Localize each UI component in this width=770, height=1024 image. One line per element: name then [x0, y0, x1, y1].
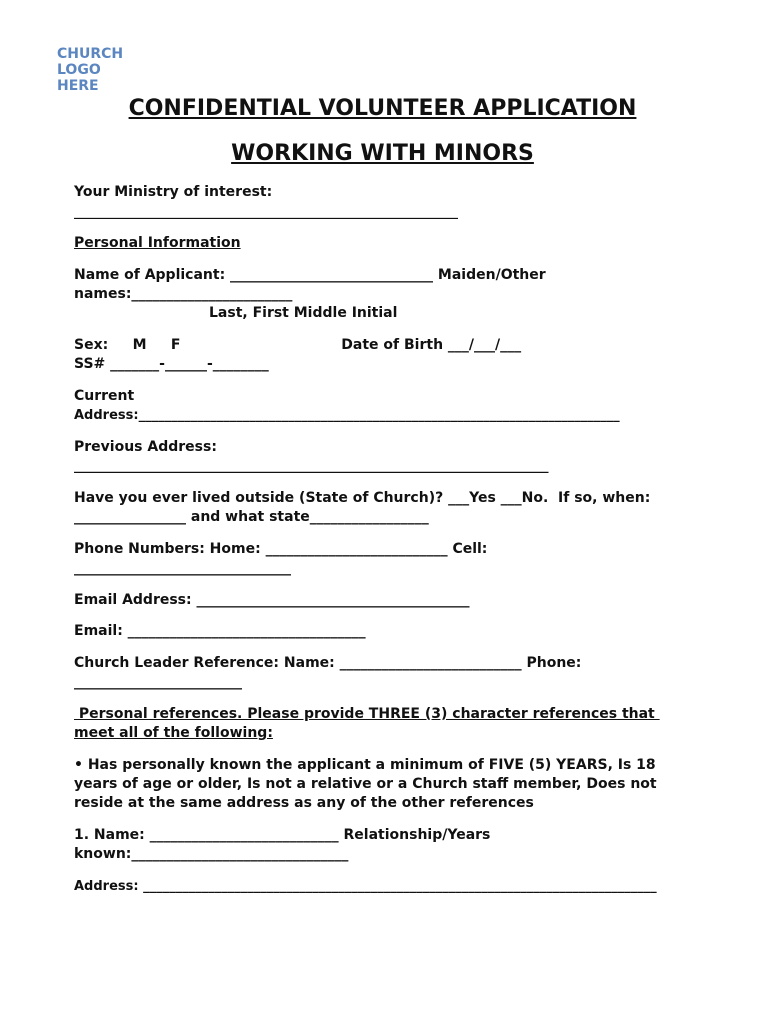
ministry-label: Your Ministry of interest:: [74, 184, 273, 200]
other-names-field[interactable]: names:_______________________: [74, 286, 293, 302]
cell-phone-field[interactable]: _______________________________: [74, 560, 291, 576]
lived-outside-question[interactable]: Have you ever lived outside (State of Church)? ___Yes ___No. If so, when:: [74, 490, 651, 506]
email-address-field[interactable]: Email Address: _______________________________________: [74, 592, 470, 608]
church-leader-phone-field[interactable]: ________________________: [74, 674, 242, 690]
reference-criteria-1: • Has personally known the applicant a minimum of FIVE (5) YEARS, Is 18: [74, 757, 656, 773]
email-field[interactable]: Email: __________________________________: [74, 623, 366, 639]
previous-address-label: Previous Address:: [74, 439, 217, 455]
applicant-name-line[interactable]: Name of Applicant: _____________________________ Maiden/Other: [74, 267, 546, 283]
ministry-field[interactable]: ________________________________________________________________: [74, 205, 458, 219]
church-logo-placeholder: CHURCH LOGO HERE: [57, 46, 124, 94]
current-address-field[interactable]: Address:__________________________________________________________________________: [74, 408, 620, 423]
form-subtitle: WORKING WITH MINORS: [231, 141, 534, 166]
reference-1-years-known-field[interactable]: known:_______________________________: [74, 846, 349, 862]
form-title: CONFIDENTIAL VOLUNTEER APPLICATION: [128, 96, 637, 121]
personal-info-heading: Personal Information: [74, 235, 241, 251]
references-heading-1: Personal references. Please provide THREE (3) character references that: [74, 706, 660, 722]
phone-numbers-line[interactable]: Phone Numbers: Home: __________________________ Cell:: [74, 541, 488, 557]
reference-1-name-line[interactable]: 1. Name: ___________________________ Relationship/Years: [74, 827, 491, 843]
reference-criteria-3: reside at the same address as any of the other references: [74, 795, 534, 811]
name-format-hint: Last, First Middle Initial: [209, 305, 398, 321]
ssn-field[interactable]: SS# _______-______-________: [74, 356, 269, 372]
references-heading-2: meet all of the following:: [74, 725, 273, 741]
previous-address-field[interactable]: _________________________________________________________________________: [74, 459, 549, 474]
reference-criteria-2: years of age or older, Is not a relative or a Church staff member, Does not: [74, 776, 657, 792]
church-leader-reference-line[interactable]: Church Leader Reference: Name: __________________________ Phone:: [74, 655, 582, 671]
current-address-label: Current: [74, 388, 135, 404]
sex-dob-line[interactable]: Sex: M F Date of Birth ___/___/___: [74, 337, 522, 353]
lived-outside-when-state[interactable]: ________________ and what state_________________: [74, 509, 429, 525]
reference-1-address-field[interactable]: Address: _______________________________________________________________________________: [74, 879, 657, 894]
